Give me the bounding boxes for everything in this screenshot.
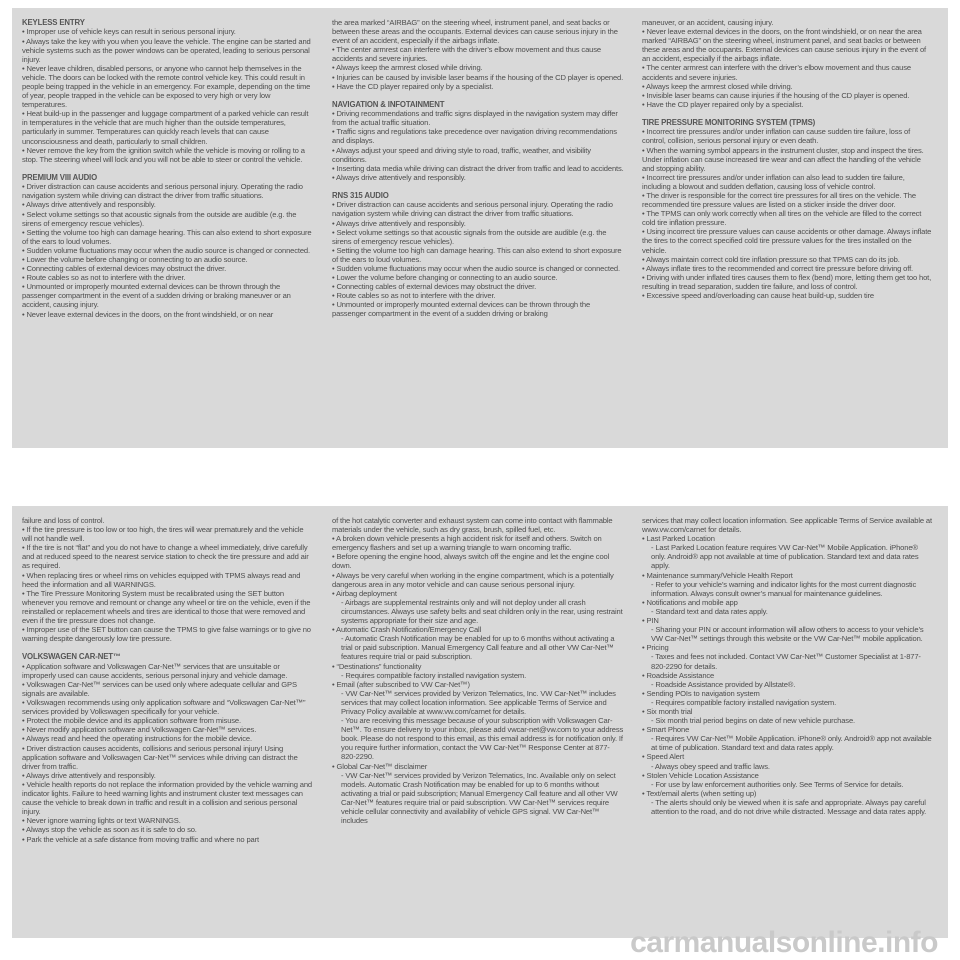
warning-item: • Have the CD player repaired only by a specialist. [332,81,494,91]
warning-item: • Always stop the vehicle as soon as it is safe to do so. [22,825,197,835]
warning-item: • Pricing [642,643,669,653]
warning-item: • Protect the mobile device and its application software from misuse. [22,716,241,726]
warning-item: • Incorrect tire pressures and/or under inflation can cause sudden tire failure, loss of control, collision, serious personal injury or even death. [642,127,911,146]
warning-item: • Before opening the engine hood, always switch off the engine and let the engine cool down. [332,552,610,571]
warning-item: • Invisible laser beams can cause injuries if the housing of the CD player is opened. [642,90,910,100]
warning-item: • Always adjust your speed and driving style to road, traffic, weather, and visibility conditions. [332,145,591,164]
warning-item: • Always read and heed the operating instructions for the mobile device. [22,734,252,744]
detail-line: - Refer to your vehicle’s warning and indicator lights for the most current diagnostic information. Always consult owner’s manual for maintenance guidelines. [651,579,917,598]
section-gap [642,109,934,118]
warning-item: • When the warning symbol appears in the instrument cluster, stop and inspect the tires. Under inflation can cause increased tire wear and can affect the handling of the vehicle and stopping ability. [642,145,924,173]
warning-item: • Always keep the armrest closed while driving. [332,63,483,73]
warning-item: • Driver distraction causes accidents, collisions and serious personal injury! Using application software and Volkswagen Car-Net™ services while driving can distract the driver from traffic. [22,743,298,771]
warning-item: • Automatic Crash Notification/Emergency Call [332,625,482,635]
warning-item: • Application software and Volkswagen Car-Net™ services that are unsuitable or improperly used can cause accidents, serious personal injury and vehicle damage. [22,661,288,680]
warning-item: • Improper use of the SET button can cause the TPMS to give false warnings or to give no warning despite dangerously low tire pressure. [22,625,311,644]
warning-item: • Airbag deployment [332,588,397,598]
warning-item: • Speed Alert [642,752,685,762]
watermark-text: carmanualsonline.info [630,926,938,959]
bottom-text-panel [12,506,948,938]
warning-item: • Connecting cables of external devices may obstruct the driver. [332,282,537,292]
warning-item: • Sending POIs to navigation system [642,688,760,698]
warning-item: • Never ignore warning lights or text WARNINGS. [22,816,181,826]
warning-item: • Lower the volume before changing or connecting to an audio source. [22,254,248,264]
warning-item: • Setting the volume too high can damage hearing. This can also extend to short exposure of the ears to loud volumes. [332,245,622,264]
warning-item: • Park the vehicle at a safe distance from moving traffic and where no part [22,834,259,844]
warning-item: • Always inflate tires to the recommended and correct tire pressure before driving off. [642,263,913,273]
warning-item: • Heat build-up in the passenger and luggage compartment of a parked vehicle can result in temperatures in the vehicle that are much higher than the outside temperatures, particularly in summer. Temperatures can quickly reach levels that can cause unconsciousness and death, particularly to small children. [22,109,309,146]
section-gap [332,182,624,191]
warning-item: • When replacing tires or wheel rims on vehicles equipped with TPMS always read and heed the information and all WARNINGS. [22,570,301,589]
warning-item: • Setting the volume too high can damage hearing. This can also extend to short exposure of the ears to loud volumes. [22,227,312,246]
section-title: RNS 315 AUDIO [332,190,389,200]
warning-item: • Stolen Vehicle Location Assistance [642,770,759,780]
warning-item: • The driver is responsible for the correct tire pressures for all tires on the vehicle. The recommended tire pressure values are listed on a sticker inside the driver door. [642,191,916,210]
warning-item: of the hot catalytic converter and exhaust system can come into contact with flammable materials under the vehicle, such as dry grass, brush, spilled fuel, etc. [332,516,613,535]
warning-item: • Always keep the armrest closed while driving. [642,81,793,91]
warning-item: • Never remove the key from the ignition switch while the vehicle is moving or rolling to a stop. The steering wheel will lock and you will not be able to steer or control the vehicle. [22,145,305,164]
warning-item: • Always take the key with you when you leave the vehicle. The engine can be started and vehicle systems such as the power windows can be operated, leading to serious personal injury. [22,36,311,64]
warning-item: • Always maintain correct cold tire inflation pressure so that TPMS can do its job. [642,254,900,264]
warning-item: • Select volume settings so that acoustic signals from the outside are audible (e.g. the sirens of emergency rescue vehicles). [332,227,607,246]
warning-item: • Using incorrect tire pressure values can cause accidents or other damage. Always inflate the tires to the correct specified cold tire pressure values for the tires installed on the vehicle. [642,227,932,255]
warning-item: • The Tire Pressure Monitoring System must be recalibrated using the SET button whenever you remove and remount or change any wheel or tire on the vehicle, even if the reinstalled or replacement wheels and tires are identical to those that were removed and even if the tire pressure does not change. [22,588,311,626]
detail-line: - Standard text and data rates apply. [651,606,768,616]
bottom-column-2 [332,516,624,825]
warning-item: • A broken down vehicle presents a high accident risk for itself and others. Switch on emergency flashers and set up a warning triangle to warn oncoming traffic. [332,534,602,553]
warning-item: • Always drive attentively and responsibly. [332,172,466,182]
warning-item: • Text/email alerts (when setting up) [642,788,757,798]
detail-line: - Roadside Assistance provided by Allstate®. [651,679,796,689]
detail-line: - You are receiving this message because of your subscription with Volkswagen Car-Net™. To ensure delivery to your inbox, please add vwcar-net@vw.com to your address book. Please do not respond to this email, as this email address is for notification only. If you require further information, contact the VW Car-Net™ Response Center at 877-820-2290. [341,716,624,762]
detail-line: - Requires VW Car-Net™ Mobile Application. iPhone® only. Android® app not available at time of publication. Standard text and data rates apply. [651,734,932,753]
warning-item: • Inserting data media while driving can distract the driver from traffic and lead to accidents. [332,163,624,173]
detail-line: - The alerts should only be viewed when it is safe and appropriate. Always pay careful attention to the road, and do not drive while distracted. Message and data rates apply. [651,797,927,816]
warning-item: • PIN [642,616,659,626]
bottom-column-3 [642,516,934,816]
bottom-column-1 [22,516,314,844]
warning-item: • If the tire pressure is too low or too high, the tires will wear prematurely and the vehicle will not handle well. [22,525,304,544]
detail-line: - Six month trial period begins on date of new vehicle purchase. [651,716,855,726]
detail-line: - For use by law enforcement authorities only. See Terms of Service for details. [651,779,904,789]
section-title: VOLKSWAGEN CAR-NET™ [22,652,121,662]
warning-item: • Connecting cables of external devices may obstruct the driver. [22,264,227,274]
warning-item: • Excessive speed and/overloading can cause heat build-up, sudden tire [642,291,874,301]
warning-item: • Route cables so as not to interfere with the driver. [22,273,186,283]
warning-item: • Smart Phone [642,725,690,735]
detail-line: - Requires compatible factory installed navigation system. [341,670,527,680]
warning-item: • Always drive attentively and responsibly. [332,218,466,228]
warning-item: • Always be very careful when working in the engine compartment, which is a potentially dangerous area in any motor vehicle and can cause serious personal injury. [332,570,614,589]
warning-item: • Sudden volume fluctuations may occur when the audio source is changed or connected. [22,245,310,255]
warning-item: • Unmounted or improperly mounted external devices can be thrown through the passenger compartment in the event of a sudden driving or braking maneuver or an accident, causing injury. [22,282,291,310]
warning-item: • Improper use of vehicle keys can result in serious personal injury. [22,27,236,37]
warning-item: • Never modify application software and Volkswagen Car-Net™ services. [22,725,257,735]
detail-line: - Requires compatible factory installed navigation system. [651,697,837,707]
section-gap [22,643,314,652]
section-gap [22,164,314,173]
warning-item: • Volkswagen Car-Net™ services can be used only where adequate cellular and GPS signals are available. [22,679,297,698]
warning-item: • Six month trial [642,706,693,716]
detail-line: - Taxes and fees not included. Contact VW Car-Net™ Customer Specialist at 1-877-820-2290 for details. [651,652,921,671]
detail-line: - Sharing your PIN or account information will allow others to access to your vehicle’s VW Car-Net™ settings through this website or the VW Car-Net™ mobile application. [651,625,924,644]
warning-item: • Global Car-Net™ disclaimer [332,761,428,771]
warning-item: failure and loss of control. [22,516,105,525]
warning-item: • Roadside Assistance [642,670,715,680]
warning-item: • The center armrest can interfere with the driver’s elbow movement and thus cause accidents and severe injuries. [332,45,601,64]
detail-line: - Last Parked Location feature requires VW Car-Net™ Mobile Application. iPhone® only. Android® app not available at time of publication. Standard text and data rates apply. [651,543,919,571]
warning-item: maneuver, or an accident, causing injury. [642,18,774,27]
warning-item: • The TPMS can only work correctly when all tires on the vehicle are filled to the correct cold tire inflation pressure. [642,209,922,228]
top-column-3 [642,18,934,300]
warning-item: • Have the CD player repaired only by a specialist. [642,99,804,109]
warning-item: • The center armrest can interfere with the driver’s elbow movement and thus cause accidents and severe injuries. [642,63,911,82]
warning-item: • Always drive attentively and responsibly. [22,770,156,780]
warning-item: the area marked “AIRBAG” on the steering wheel, instrument panel, and seat backs or between these areas and the occupants. External devices can cause serious injury in the event of an accident, especially if the airbags inflate. [332,18,618,46]
warning-item: • Never leave children, disabled persons, or anyone who cannot help themselves in the vehicle. The doors can be locked with the remote control vehicle key. This could result in people being trapped in the vehicle in an emergency. For example, depending on the time of year, people trapped in the vehicle can be exposed to very high or very low temperatures. [22,63,311,110]
warning-item: • Always drive attentively and responsibly. [22,200,156,210]
top-text-panel [12,8,948,448]
section-title: PREMIUM VIII AUDIO [22,172,97,182]
warning-item: • Injuries can be caused by invisible laser beams if the housing of the CD player is opened. [332,72,624,82]
warning-item: • Vehicle health reports do not replace the information provided by the vehicle warning and indicator lights. Failure to heed warning lights and instrument cluster text messages can cause the vehicle to break down in traffic and result in a collision and serious personal injury. [22,779,312,817]
warning-item: • Driver distraction can cause accidents and serious personal injury. Operating the radio navigation system while driving can distract the driver from traffic situations. [332,200,613,219]
warning-item: • Select volume settings so that acoustic signals from the outside are audible (e.g. the sirens of emergency rescue vehicles). [22,209,297,228]
warning-item: services that may collect location information. See applicable Terms of Service available at www.vw.com/carnet for details. [642,516,932,535]
warning-item: • Driving recommendations and traffic signs displayed in the navigation system may differ from the actual traffic situation. [332,109,618,128]
section-title: NAVIGATION & INFOTAINMENT [332,99,445,109]
section-gap [332,91,624,100]
warning-item: • “Destinations” functionality [332,661,422,671]
detail-line: - VW Car-Net™ services provided by Verizon Telematics, Inc. VW Car-Net™ includes services that may collect location information. See applicable Terms of Service and Privacy Policy available at www.vw.com/carnet for details. [341,688,616,716]
warning-item: • Lower the volume before changing or connecting to an audio source. [332,273,558,283]
warning-item: • Notifications and mobile app [642,597,738,607]
detail-line: - Always obey speed and traffic laws. [651,761,770,771]
top-column-2 [332,18,624,319]
detail-line: - Airbags are supplemental restraints only and will not deploy under all crash circumstances. Always use safety belts and seat children only in the rear, using restraint systems appropriate for their size and age. [341,597,623,626]
warning-item: • Never leave external devices in the doors, on the front windshield, or on near the area marked “AIRBAG” on the steering wheel, instrument panel, and seat backs or between these areas and the occupants. External devices can cause serious injury in the event of an accident, especially if the airbags inflate. [642,27,926,64]
warning-item: • Unmounted or improperly mounted external devices can be thrown through the passenger compartment in the event of a sudden driving or braking [332,300,591,319]
top-column-1 [22,18,314,319]
warning-item: • If the tire is not “flat” and you do not have to change a wheel immediately, drive carefully and at reduced speed to the nearest service station to check the tire pressure and add air as required. [22,543,309,571]
section-title: KEYLESS ENTRY [22,18,85,27]
warning-item: • Maintenance summary/Vehicle Health Report [642,570,793,580]
warning-item: • Volkswagen recommends using only application software and “Volkswagen Car-Net™” services provided by Volkswagen specifically for your vehicle. [22,698,306,717]
warning-item: • Last Parked Location [642,534,715,544]
detail-line: - VW Car-Net™ services provided by Verizon Telematics, Inc. Available only on select models. Automatic Crash Notification may be enabled for up to 6 months without activating a trial or paid subscription; Manual Emergency Call feature and all other VW Car-Net™ features require trial or paid subscription. VW Car-Net™ services require vehicle cellular connectivity and availability of vehicle GPS signal. VW Car-Net™ includes [341,770,618,826]
warning-item: • Email (after subscribed to VW Car-Net™) [332,679,470,689]
detail-line: - Automatic Crash Notification may be enabled for up to 6 months without activating a trial or paid subscription. Manual Emergency Call feature and all other VW Car-Net™ features require trial or paid subscription. [341,634,615,662]
section-title: TIRE PRESSURE MONITORING SYSTEM (TPMS) [642,117,816,127]
warning-item: • Driver distraction can cause accidents and serious personal injury. Operating the radio navigation system while driving can distract the driver from traffic situations. [22,182,303,201]
warning-item: • Incorrect tire pressures and/or under inflation can also lead to sudden tire failure, including a blowout and sudden deflation, causing loss of vehicle control. [642,172,905,191]
warning-item: • Route cables so as not to interfere with the driver. [332,291,496,301]
warning-item: • Sudden volume fluctuations may occur when the audio source is changed or connected. [332,263,620,273]
warning-item: • Never leave external devices in the doors, on the front windshield, or on near [22,309,274,319]
warning-item: • Traffic signs and regulations take precedence over navigation driving recommendations and displays. [332,127,617,146]
warning-item: • Driving with under inflated tires causes them to flex (bend) more, letting them get too hot, resulting in tread separation, sudden tire failure, and loss of control. [642,272,932,291]
